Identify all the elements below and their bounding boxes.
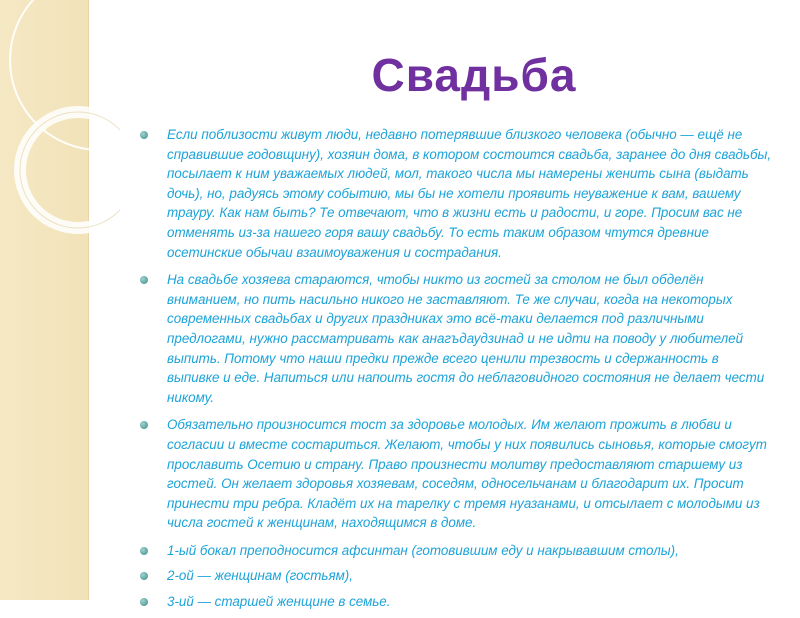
bullet-text: 2-ой — женщинам (гостьям), (167, 568, 353, 584)
slide-title: Свадьба (371, 49, 577, 101)
decorative-circles-icon (0, 0, 120, 260)
bullet-item (140, 566, 772, 586)
bullet-icon (140, 421, 148, 429)
bullet-text: 3-ий — старшей женщине в семье. (167, 594, 391, 610)
bullet-text: На свадьбе хозяева стараются, чтобы никто из гостей за столом не был обделён вниманием, но пить насильно никого не заставляют. Те же случаи, когда на некоторых современных свадьбах и других праздниках это всё-таки делается под различными предлогами, нужно рассматривать как анагъдаудзинад и не идти на поводу у любителей выпить. Потому что наши предки прежде всего ценили трезвость и сдержанность в выпивке и еде. Напиться или напоить гостя до неблаговидного состояния не делает чести никому. (167, 272, 765, 405)
bullet-item (140, 270, 772, 407)
bullet-text: Обязательно произносится тост за здоровье молодых. Им желают прожить в любви и согласии и вместе состариться. Желают, чтобы у них появились сыновья, которые смогут прославить Осетию и страну. Право произнести молитву предоставляют старшему из гостей. Он желает здоровья хозяевам, соседям, односельчанам и благодарит их. Просит принести три ребра. Кладёт их на тарелку с тремя нуазанами, и отсылает с молодыми из числа гостей к женщинам, находящимся в доме. (167, 417, 767, 531)
bullet-icon (140, 131, 148, 139)
bullet-icon (140, 572, 148, 580)
bullet-item (140, 541, 772, 561)
bullet-item (140, 415, 772, 533)
bullet-icon (140, 276, 148, 284)
bullet-item (140, 592, 772, 612)
bullet-icon (140, 598, 148, 606)
bullet-text: Если поблизости живут люди, недавно потерявшие близкого человека (обычно — ещё не справившие годовщину), хозяин дома, в котором состоится свадьба, заранее до дня свадьбы, посылает к ним уважаемых людей, мол, такого числа мы намерены женить сына (выдать дочь), но, радуясь этому событию, мы бы не хотели проявить неуважение к вам, вашему трауру. Как нам быть? Те отвечают, что в жизни есть и радости, и горе. Просим вас не отменять из-за нашего горя вашу свадьбу. То есть таким образом чтутся древние осетинские обычаи взаимоуважения и сострадания. (167, 127, 772, 260)
bullet-text: 1-ый бокал преподносится афсинтан (готовившим еду и накрывавшим столы), (167, 542, 679, 558)
bullet-item (140, 125, 772, 262)
bullet-list (140, 125, 772, 618)
bullet-icon (140, 547, 148, 555)
